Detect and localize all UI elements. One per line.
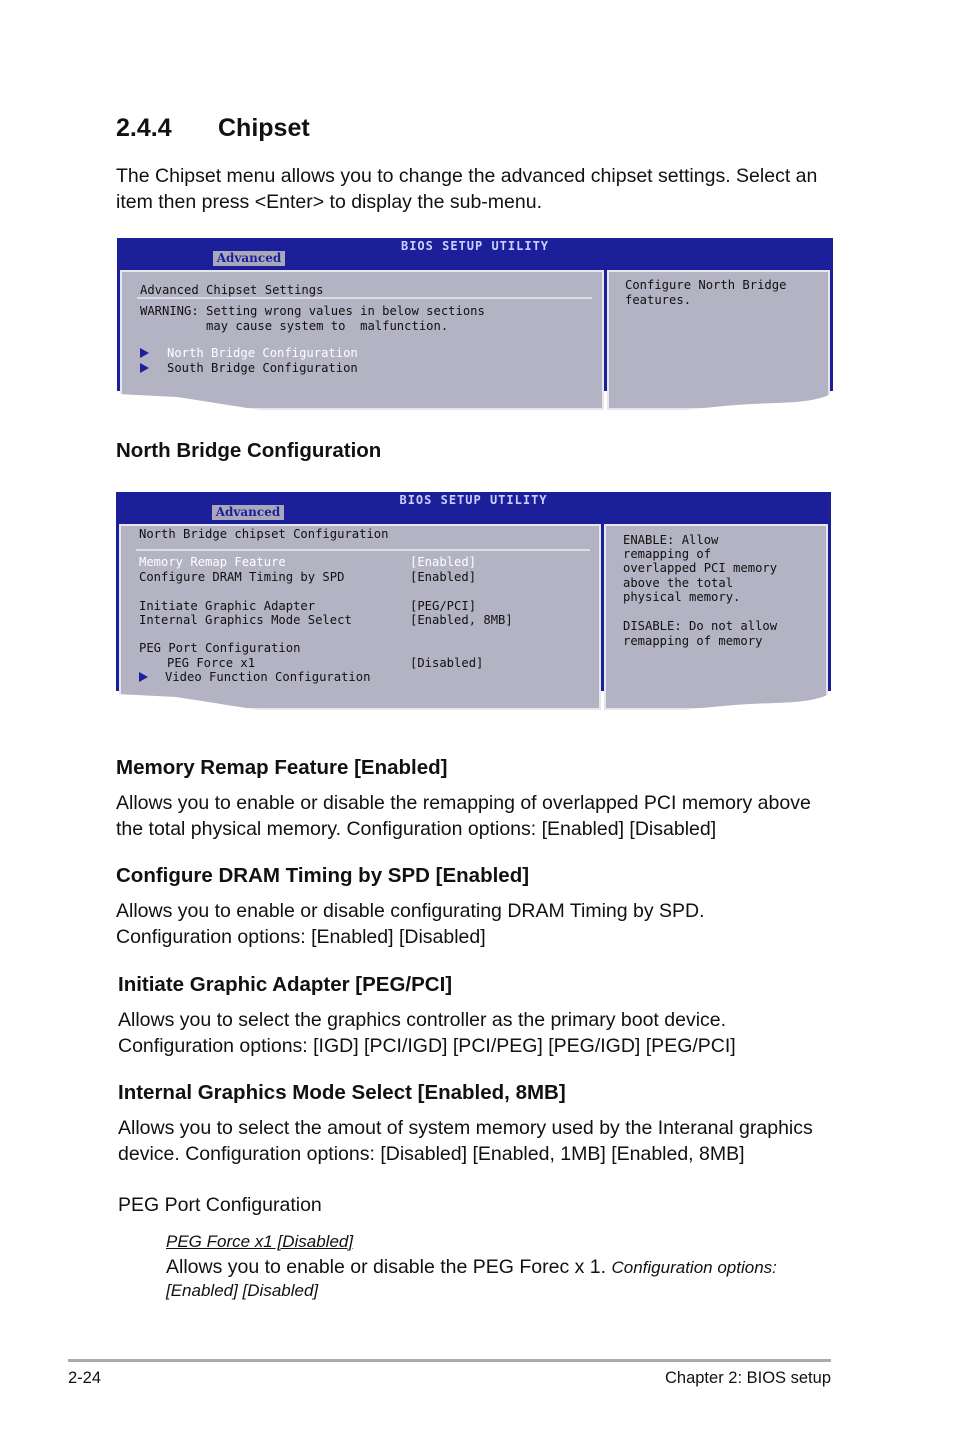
peg-port-heading: PEG Port Configuration bbox=[118, 1194, 322, 1216]
row-graphics-mode-value[interactable]: [Enabled, 8MB] bbox=[410, 613, 513, 627]
option-desc-memory-remap: Allows you to enable or disable the remapping of overlapped PCI memory above the total physical memory. Configuration options: [Enabled] [Disabled] bbox=[116, 792, 811, 840]
help-line-1: Configure North Bridge bbox=[625, 278, 787, 292]
submenu-arrow-icon bbox=[139, 672, 148, 682]
section-number: 2.4.4 bbox=[116, 114, 172, 142]
footer-divider bbox=[68, 1359, 831, 1362]
submenu-arrow-icon bbox=[140, 363, 149, 373]
bios-screenshot-advanced bbox=[117, 238, 833, 423]
submenu-arrow-icon bbox=[140, 348, 149, 358]
peg-force-options: [Enabled] [Disabled] bbox=[166, 1281, 319, 1300]
divider bbox=[137, 297, 592, 299]
option-heading-dram-timing: Configure DRAM Timing by SPD [Enabled] bbox=[116, 864, 530, 887]
option-heading-graphic-adapter: Initiate Graphic Adapter [PEG/PCI] bbox=[118, 973, 453, 996]
help-line-3: overlapped PCI memory bbox=[623, 561, 778, 575]
row-peg-force-label[interactable]: PEG Force x1 bbox=[167, 656, 256, 670]
bios-screenshot-north-bridge bbox=[116, 492, 831, 727]
help-line-1: ENABLE: Allow bbox=[623, 533, 719, 547]
menu-item-south-bridge[interactable]: South Bridge Configuration bbox=[167, 361, 358, 375]
option-desc-graphic-adapter: Allows you to select the graphics controller as the primary boot device. Configuration options: [IGD] [PCI/IGD] [PCI/PEG] [PEG/IGD] [PEG/PCI] bbox=[118, 1009, 736, 1057]
tab-advanced[interactable]: Advanced bbox=[213, 251, 285, 266]
row-graphics-mode-label[interactable]: Internal Graphics Mode Select bbox=[139, 613, 352, 627]
intro-paragraph: The Chipset menu allows you to change the advanced chipset settings. Select an item then press <Enter> to display the sub-menu. bbox=[116, 165, 818, 213]
help-line-8: remapping of memory bbox=[623, 634, 763, 648]
section-heading bbox=[116, 114, 310, 143]
torn-edge bbox=[117, 388, 833, 428]
menu-item-north-bridge[interactable]: North Bridge Configuration bbox=[167, 346, 358, 360]
row-graphic-adapter-value[interactable]: [PEG/PCI] bbox=[410, 599, 477, 613]
option-heading-graphics-mode: Internal Graphics Mode Select [Enabled, 8MB] bbox=[118, 1081, 566, 1104]
tab-advanced[interactable]: Advanced bbox=[212, 505, 284, 520]
divider bbox=[136, 549, 590, 551]
warning-line-1: WARNING: Setting wrong values in below sections bbox=[140, 304, 485, 318]
row-peg-force-value[interactable]: [Disabled] bbox=[410, 656, 484, 670]
option-heading-memory-remap: Memory Remap Feature [Enabled] bbox=[116, 756, 448, 779]
peg-force-title: PEG Force x1 [Disabled] bbox=[166, 1232, 354, 1251]
help-line-2: remapping of bbox=[623, 547, 712, 561]
chapter-label: Chapter 2: BIOS setup bbox=[664, 1369, 831, 1387]
torn-edge bbox=[116, 688, 831, 728]
subsection-heading: North Bridge Configuration bbox=[116, 439, 382, 462]
section-title: Chipset bbox=[218, 114, 310, 142]
peg-force-desc: Allows you to enable or disable the PEG Forec x 1. Configuration options: bbox=[166, 1256, 777, 1278]
help-line-7: DISABLE: Do not allow bbox=[623, 619, 778, 633]
warning-line-2: may cause system to malfunction. bbox=[140, 319, 449, 333]
row-memory-remap-value[interactable]: [Enabled] bbox=[410, 555, 477, 569]
bios-title: BIOS SETUP UTILITY bbox=[400, 239, 550, 253]
row-dram-timing-value[interactable]: [Enabled] bbox=[410, 570, 477, 584]
help-line-4: above the total bbox=[623, 576, 734, 590]
option-desc-dram-timing: Allows you to enable or disable configurating DRAM Timing by SPD. Configuration options: [Enabled] [Disabled] bbox=[116, 900, 705, 948]
bios-heading: North Bridge chipset Configuration bbox=[139, 527, 389, 541]
help-line-5: physical memory. bbox=[623, 590, 741, 604]
bios-title: BIOS SETUP UTILITY bbox=[399, 493, 548, 507]
bios-heading: Advanced Chipset Settings bbox=[140, 283, 324, 297]
help-line-2: features. bbox=[625, 293, 692, 307]
row-graphic-adapter-label[interactable]: Initiate Graphic Adapter bbox=[139, 599, 316, 613]
row-video-function-label[interactable]: Video Function Configuration bbox=[165, 670, 371, 684]
row-dram-timing-label[interactable]: Configure DRAM Timing by SPD bbox=[139, 570, 345, 584]
row-memory-remap-label[interactable]: Memory Remap Feature bbox=[139, 555, 286, 569]
row-peg-port-label: PEG Port Configuration bbox=[139, 641, 301, 655]
option-desc-graphics-mode: Allows you to select the amout of system memory used by the Interanal graphics device. Configuration options: [Disabled] [Enabled, 1MB] [Enabled, 8MB] bbox=[118, 1117, 813, 1165]
page-number: 2-24 bbox=[68, 1369, 102, 1387]
